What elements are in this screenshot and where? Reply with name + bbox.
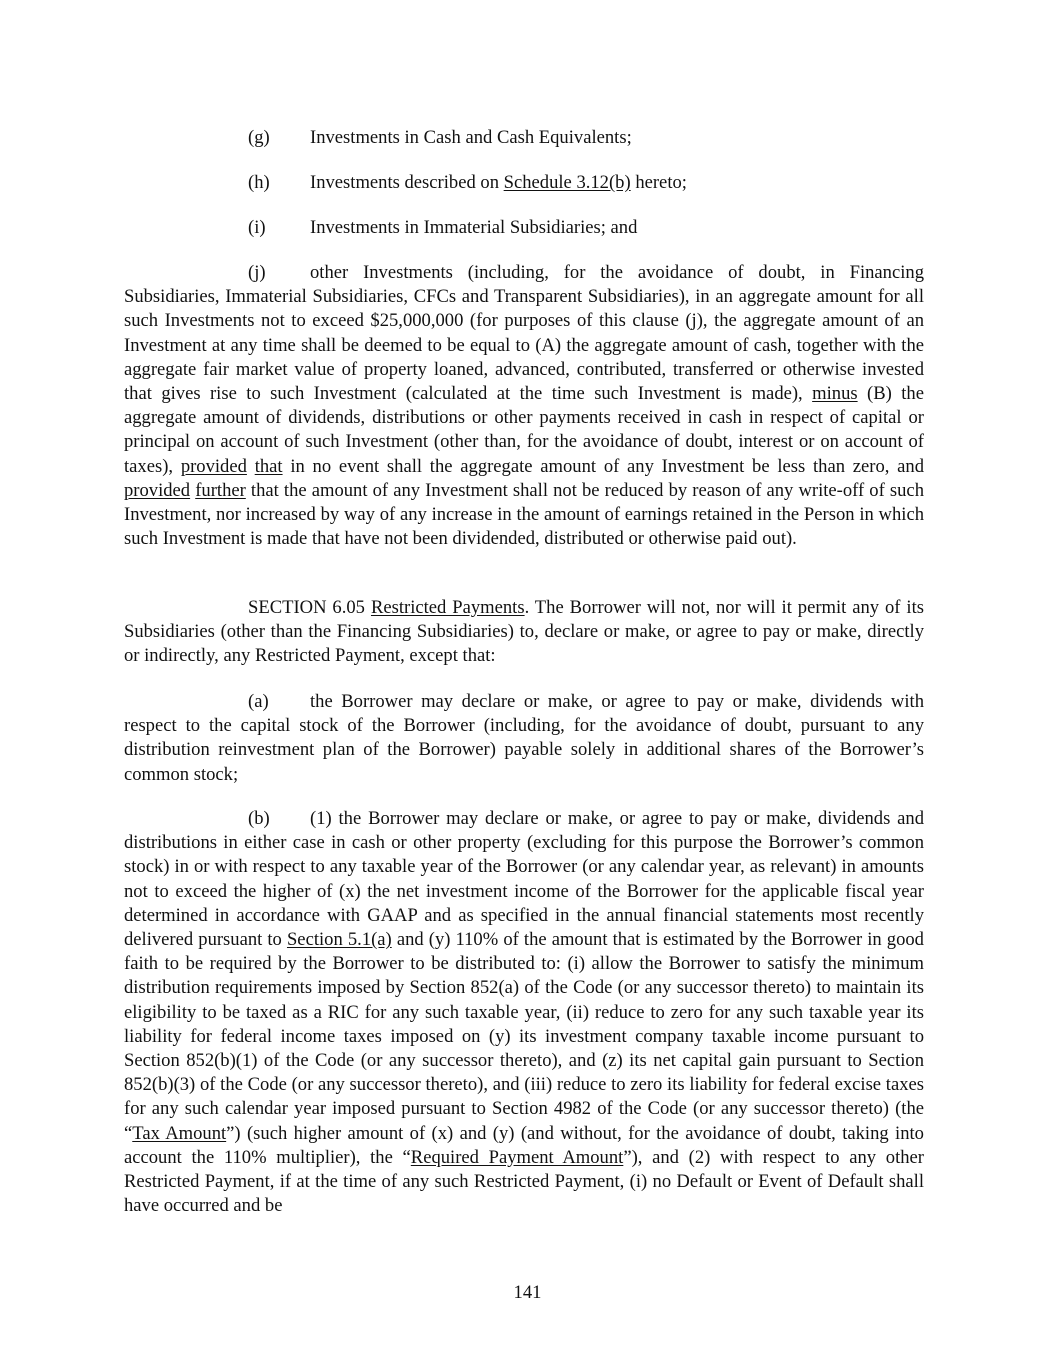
clause-h xyxy=(248,171,687,195)
clause-i-text: Investments in Immaterial Subsidiaries; and xyxy=(310,217,638,238)
section-6-05 xyxy=(124,596,924,669)
section-title-text: Restricted Payments xyxy=(370,597,525,618)
clause-h-text-before: Investments described on xyxy=(310,172,504,193)
that-term: that xyxy=(254,455,283,477)
section-title xyxy=(365,597,525,618)
sub-clause-b-text-1: (1) the Borrower may declare or make, or agree to pay or make, dividends and distributions in either case in cash or other property (excluding for this purpose the Borrower’s common stock) in or with respect to any taxable year of the Borrower (or any calendar year, as relevant) in amounts not to exceed the higher of (x) the net investment income of the Borrower for the applicable fiscal year determined in accordance with GAAP and as specified in the annual financial statements most recently delivered pursuant to xyxy=(124,808,924,951)
clause-g xyxy=(248,126,632,150)
sub-clause-b-text-3: ”) (such higher amount of (x) and (y) (and without, for the avoidance of doubt, taking into account the 110% multiplier), the “ xyxy=(124,1122,924,1168)
clause-j-label: (j) xyxy=(248,262,266,283)
minus-term: minus xyxy=(812,383,858,405)
sub-clause-b-text-2: and (y) 110% of the amount that is estimated by the Borrower in good faith to be required by the Borrower to be distributed to: (i) allow the Borrower to satisfy the minimum distribution requirements imposed by Section 852(a) of the Code (or any successor thereto) to maintain its eligibility to be taxed as a RIC for any such taxable year, (ii) reduce to zero for any such taxable year its liability for federal income taxes imposed on (y) its investment company taxable income pursuant to Section 852(b)(1) of the Code (or any successor thereto), and (z) its net capital gain pursuant to Section 852(b)(3) of the Code (or any successor thereto), and (iii) reduce to zero its liability for federal excise taxes for any such calendar year imposed pursuant to Section 4982 of the Code (or any successor thereto) (the “ xyxy=(124,929,924,1144)
clause-i xyxy=(248,216,637,240)
page-number: 141 xyxy=(513,1282,542,1303)
clause-h-text-after: hereto; xyxy=(630,172,687,193)
section-5-1a-ref: Section 5.1(a) xyxy=(286,929,392,951)
provided-term-2: provided xyxy=(124,479,191,501)
sub-clause-a-text: the Borrower may declare or make, or agree to pay or make, dividends with respect to the capital stock of the Borrower (including, for the avoidance of doubt, pursuant to any distribution reinvestment plan of the Borrower) payable solely in additional shares of the Borrower’s common stock; xyxy=(124,691,924,785)
clause-j-text-3: in no event shall the aggregate amount of any Investment be less than zero, and xyxy=(282,455,925,477)
clause-g-text: Investments in Cash and Cash Equivalents; xyxy=(310,127,632,148)
tax-amount-term: Tax Amount xyxy=(132,1122,227,1144)
required-payment-amount-term: Required Payment Amount xyxy=(410,1146,624,1168)
section-text: . The Borrower will not, nor will it permit any of its Subsidiaries (other than the Financing Subsidiaries) to, declare or make, or agree to pay or make, directly or indirectly, any Restricted Payment, except that: xyxy=(124,597,924,667)
section-number: SECTION 6.05 xyxy=(248,597,365,618)
provided-term: provided xyxy=(180,455,247,477)
clause-j-text-4: that the amount of any Investment shall not be reduced by reason of any write-off of such Investment, nor increased by way of any increase in the amount of earnings retained in the Person in which such Investment is made that have not been dividended, distributed or otherwise paid out). xyxy=(124,479,924,550)
clause-j xyxy=(124,261,924,551)
clause-i-label: (i) xyxy=(248,217,266,238)
sub-clause-b-label: (b) xyxy=(248,808,270,829)
schedule-3-12b-ref: Schedule 3.12(b) xyxy=(503,172,631,193)
sub-clause-a-label: (a) xyxy=(248,691,269,712)
sub-clause-a xyxy=(124,690,924,787)
clause-g-label: (g) xyxy=(248,127,270,148)
sub-clause-b xyxy=(124,807,924,1218)
further-term: further xyxy=(195,479,246,501)
sub-clause-b-text-4: ”), and (2) with respect to any other Restricted Payment, if at the time of any such Restricted Payment, (i) no Default or Event of Default shall have occurred and be xyxy=(124,1146,924,1217)
clause-h-label: (h) xyxy=(248,172,270,193)
clause-j-text-2: (B) the aggregate amount of dividends, distributions or other payments received in cash in respect of capital or principal on account of such Investment (other than, for the avoidance of doubt, interest or on account of taxes), xyxy=(124,383,924,477)
clause-j-text-1: other Investments (including, for the avoidance of doubt, in Financing Subsidiaries, Immaterial Subsidiaries, CFCs and Transparent Subsidiaries), in an aggregate amount for all such Investments not to exceed $25,000,000 (for purposes of this clause (j), the aggregate amount of an Investment at any time shall be deemed to be equal to (A) the aggregate amount of cash, together with the aggregate fair market value of property loaned, advanced, contributed, transferred or otherwise invested that gives rise to such Investment (calculated at the time such Investment is made), xyxy=(124,262,924,405)
